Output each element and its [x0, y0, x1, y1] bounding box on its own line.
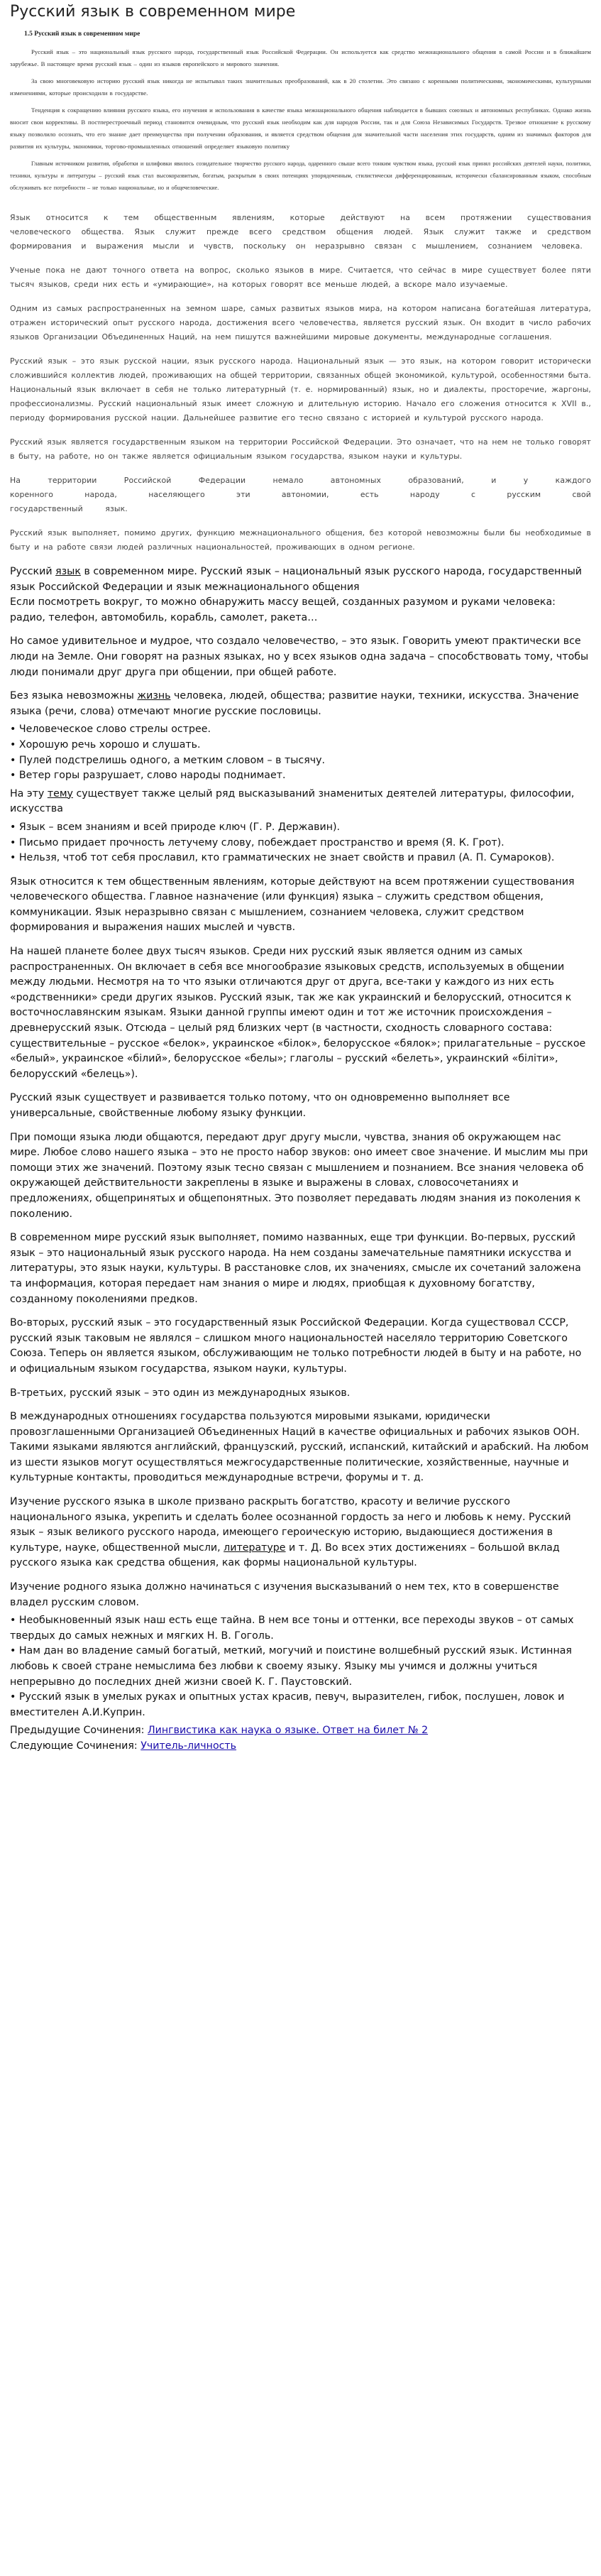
paragraph-international: В международных отношениях государства пользуются мировыми языками, юридически провозглашенными Организацией Объединенных Наций в качестве официальных и рабочих языков ООН. Такими языками являются английский, французский, русский, испанский, китайский и арабский. На любом из шести языков могут осуществляться межгосударственные политические, хозяйственные, научные и культурные контакты, проводиться международные встречи, форумы и т. д. — [10, 1411, 589, 1484]
paragraph-modern-world: В современном мире русский язык выполняет, помимо названных, еще три функции. Во-первых, русский язык – это национальный язык русского народа. На нем созданы замечательные памятники искусства и литературы, это язык науки, культуры. В расстановке слов, их значениях, смысле их сочетаний заложена та информация, которая передает нам знания о мире и людях, приобщая к духовному богатству, созданному поколениями предков. — [10, 1232, 581, 1305]
paragraph-study — [10, 1495, 591, 1571]
paragraph-native: Изучение родного языка должно начинаться с изучения высказываний о нем тех, кто в совершенстве владел русским словом. — [10, 1581, 559, 1608]
prev-essay-row — [10, 1723, 591, 1739]
topic-rest: существует также целый ряд высказываний знаменитых деятелей литературы, философии, искусства — [10, 787, 575, 815]
scan1-paragraph-4: Главным источником развития, обработки и шлифовки явилось созидательное творчество русского народа, одаренного свыше всего тонким чувством языка, русский язык принял российских деятелей науки, политики, техники, культуры и литературы – русский язык стал высокоразвитым, богатым, раскрытым в своих потенциях упорядоченным, стилистически дифференцированным, исторически сбалансированным языком, способным обслуживать все потребности – не только национальные, но и общечеловеческие. — [10, 160, 591, 191]
scan2-paragraph-2: Ученые пока не дают точного ответа на вопрос, сколько языков в мире. Считается, что сейчас в мире существует более пяти тысяч языков, среди них есть и «умирающие», на которых говорят все меньше людей, а вскоре мало изучаемые. — [10, 266, 591, 289]
lead-prefix: Русский — [10, 566, 56, 577]
next-essay-row — [10, 1739, 591, 1754]
list-item: • Хорошую речь хорошо и слушать. — [10, 738, 201, 751]
link-language[interactable]: язык — [55, 566, 81, 577]
scan2-paragraph-4: Русский язык – это язык русской нации, язык русского народа. Национальный язык — это язык, на котором говорит исторически сложившийся коллектив людей, проживающих на общей территории, связанных общей экономикой, культурой, особенностями быта. Национальный язык включает в себя не только литературный (т. е. нормированный) язык, но и диалекты, просторечие, жаргоны, профессионализмы. Русский национальный язык имеет сложную и длительную историю. Начало его сложения относится к XVII в., периоду формирования русской нации. Дальнейшее развитие его тесно связано с историей и культурой русского народа. — [10, 356, 591, 422]
list-item: • Необыкновенный язык наш есть еще тайна. В нем все тоны и оттенки, все переходы звуков – от самых твердых до самых нежных и мягких Н. В. Гоголь. — [10, 1615, 574, 1642]
link-life[interactable]: жизнь — [137, 690, 171, 702]
study-rest: и т. Д. Во всех этих достижениях – большой вклад русского языка как средства общения, как формы национальной культуры. — [10, 1541, 560, 1569]
scan2-paragraph-6: На территории Российской Федерации немало автономных образований, и у каждого коренного народа, населяющего эти автономии, есть народу с русским свой государственный язык. — [10, 476, 591, 513]
prev-essay-link[interactable]: Лингвистика как наука о языке. Ответ на билет № 2 — [147, 1725, 429, 1737]
scan1-paragraph-1: Русский язык – это национальный язык русского народа, государственный язык Российской Федерации. Он используется как средство межнационального общения в самой России и в ближайшем зарубежье. В настоящее время русский язык – один из языков европейского и мирового значения. — [10, 48, 591, 67]
paragraph-social-phenomenon: Язык относится к тем общественным явлениям, которые действуют на всем протяжении существования человеческого общества. Главное назначение (или функция) языка – служить средством общения, коммуникации. Язык неразрывно связан с мышлением, сознанием человека, служит средством формирования и выражения наших мыслей и чувств. — [10, 875, 575, 934]
proverbs-list — [10, 722, 591, 783]
scan2-paragraph-3: Одним из самых распространенных на земном шаре, самых развитых языков мира, на котором написана богатейшая литература, отражен исторический опыт русского народа, достижения всего человечества, является русский язык. Он входит в число рабочих языков Организации Объединенных Наций, на нем пишутся важнейшими мировые документы, международные соглашения. — [10, 304, 591, 342]
quotes-list — [10, 820, 591, 866]
list-item: • Пулей подстрелишь одного, а метким словом – в тысячу. — [10, 754, 326, 766]
paragraph-second: Во-вторых, русский язык – это государственный язык Российской Федерации. Когда существовал СССР, русский язык таковым не являлся – слишком много национальностей населяло территорию Советского Союза. Теперь он является языком, обслуживающим не только потребности людей в быту и на работе, но и официальным языком государства, языком науки, культуры. — [10, 1317, 582, 1375]
scan2-paragraph-5: Русский язык является государственным языком на территории Российской Федерации. Это означает, что на нем не только говорят в быту, на работе, но он также является официальным языком государства, языком науки и культуры. — [10, 437, 591, 461]
sayings-list — [10, 1613, 591, 1720]
without-rest: человека, людей, общества; развитие науки, техники, искусства. Значение языка (речи, слова) отмечают многие русские пословицы. — [10, 690, 579, 717]
section-heading: 1.5 Русский язык в современном мире — [24, 31, 140, 38]
list-item: • Нам дан во владение самый богатый, меткий, могучий и поистине волшебный русский язык. Истинная любовь к своей стране немыслима без любви к своему языку. Языку мы учимся и должны учиться непрерывно до последних дней жизни своей К. Г. Паустовский. — [10, 1645, 572, 1688]
paragraph-help: При помощи языка люди общаются, передают друг другу мысли, чувства, знания об окружающем нас мире. Любое слово нашего языка – это не просто набор звуков: оно имеет свое значение. И мыслим мы при помощи этих же значений. Поэтому язык тесно связан с мышлением и познанием. Все знания человека об окружающей действительности закреплены в языке и выражены в словах, словосочетаниях и предложениях, общепринятых и общепонятных. Это позволяет передавать людям знания из поколения к поколению. — [10, 1131, 588, 1220]
paragraph-planet: На нашей планете более двух тысяч языков. Среди них русский язык является одним из самых распространенных. Он включает в себя все многообразие языковых средств, используемых в общении между людьми. Несмотря на то что языки отличаются друг от друга, все-таки у каждого из них есть «родственники» среди других языков. Русский язык, так же как украинский и белорусский, относится к восточнославянским языкам. Языки данной группы имеют один и тот же источник происхождения – древнерусский язык. Отсюда – целый ряд близких черт (в частности, сходность словарного состава: существительные – русское «белок», украинское «білок», белорусское «бялок»; прилагательные – русское «белый», украинское «білий», белорусское «белы»; глаголы – русский «белеть», украинский «біліти», белорусский «белець»). — [10, 946, 586, 1080]
list-item: • Нельзя, чтоб тот себя прославил, кто грамматических не знает свойств и правил (А. П. Сумароков). — [10, 852, 555, 864]
prev-essay-label: Предыдущие Сочинения: — [10, 1725, 148, 1737]
next-essay-link[interactable]: Учитель-личность — [140, 1740, 237, 1752]
topic-prefix: На эту — [10, 787, 48, 799]
scanned-section-1 — [10, 31, 591, 194]
scan1-paragraph-2: За свою многовековую историю русский язык никогда не испытывал таких значительных преобразований, как в 20 столетии. Это связано с коренными политическими, экономическими, культурными изменениями, которые происходили в государстве. — [10, 77, 591, 97]
without-prefix: Без языка невозможны — [10, 690, 138, 702]
scanned-section-2 — [10, 211, 591, 555]
list-item: • Язык – всем знаниям и всей природе ключ (Г. Р. Державин). — [10, 821, 341, 833]
list-item: • Русский язык в умелых руках и опытных устах красив, певуч, выразителен, гибок, послушен, ловок и вместителен А.И.Куприн. — [10, 1691, 565, 1718]
next-essay-label: Следующие Сочинения: — [10, 1740, 141, 1752]
scan2-paragraph-7: Русский язык выполняет, помимо других, функцию межнационального общения, без которой невозможны были бы необходимые в быту и на работе связи людей различных национальностей, проживающих в одном регионе. — [10, 528, 591, 552]
lead-line-2: Если посмотреть вокруг, то можно обнаружить массу вещей, созданных разумом и руками человека: радио, телефон, автомобиль, корабль, самолет, ракета… — [10, 596, 556, 623]
lead-rest: в современном мире. Русский язык – национальный язык русского народа, государственный язык Российской Федерации и язык межнационального общения — [10, 566, 583, 593]
list-item: • Письмо придает прочность летучему слову, побеждает пространство и время (Я. К. Грот). — [10, 836, 504, 848]
paragraph-wonder: Но самое удивительное и мудрое, что создало человечество, – это язык. Говорить умеют практически все люди на Земле. Они говорят на разных языках, но у всех языков одна задача – способствовать тому, чтобы люди понимали друг друга при общении, при общей работе. — [10, 635, 589, 678]
paragraph-topic — [10, 787, 591, 817]
paragraph-without-language — [10, 689, 591, 719]
list-item: • Человеческое слово стрелы острее. — [10, 724, 211, 736]
link-literature[interactable]: литературе — [224, 1541, 286, 1554]
lead-paragraph — [10, 564, 591, 626]
scan2-paragraph-1: Язык относится к тем общественным явлениям, которые действуют на всем протяжении существования человеческого общества. Язык служит прежде всего средством общения людей. Язык служит также и средством формирования и выражения мысли и чувств, поскольку он неразрывно связан с мышлением, сознанием человека. — [10, 213, 591, 251]
study-prefix: Изучение русского языка в школе призвано раскрыть богатство, красоту и величие русского национального языка, укрепить и сделать более осознанной гордость за него и любовь к нему. Русский язык – язык великого русского народа, имеющего героическую историю, выдающиеся достижения в культуре, науке, общественной мысли, — [10, 1496, 571, 1554]
list-item: • Ветер горы разрушает, слово народы поднимает. — [10, 770, 286, 782]
paragraph-develops: Русский язык существует и развивается только потому, что он одновременно выполняет все универсальные, свойственные любому языку функции. — [10, 1092, 510, 1119]
page-title: Русский язык в современном мире — [10, 3, 296, 21]
link-topic[interactable]: тему — [47, 787, 73, 799]
article-body — [10, 564, 591, 1754]
paragraph-third: В-третьих, русский язык – это один из международных языков. — [10, 1387, 351, 1399]
scan1-paragraph-3: Тенденция к сокращению влияния русского языка, его изучения и использования в качестве языка межнационального общения наблюдается в бывших союзных и автономных республиках. Однако жизнь вносит свои коррективы. В постперестроечный период становится очевидным, что русский язык необходим как для народов России, так и для Союза Независимых Государств. Трезвое отношение к русскому языку позволило осознать, что его знание дает преимущества при получении образования, и является средством общения для значительной части населения этих государств, одним из значимых факторов для развития их культуры, экономики, торгово-промышленных отношений определяет языковую политику — [10, 107, 591, 150]
